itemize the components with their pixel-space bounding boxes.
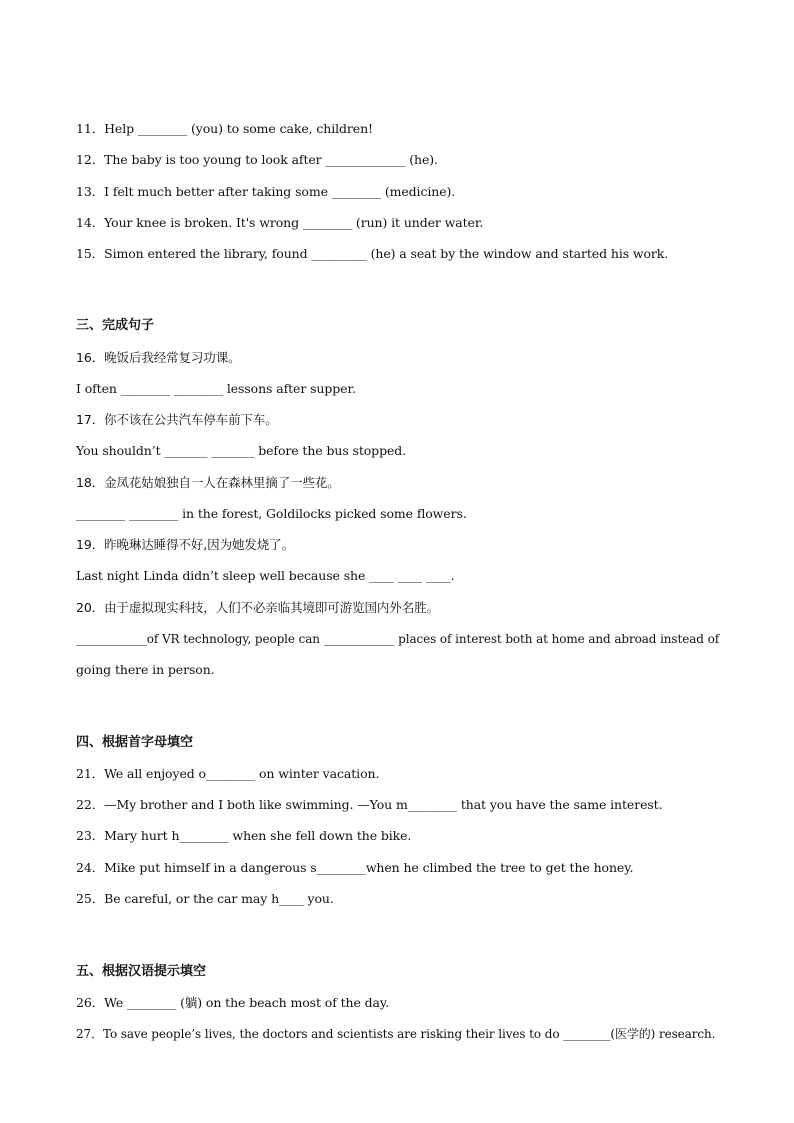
question-16-english: I often ________ ________ lessons after supper. [76,381,356,396]
question-13: 13．I felt much better after taking some ________ (medicine). [76,184,456,199]
question-12: 12．The baby is too young to look after _____________ (he). [76,152,438,167]
question-16-chinese: 16．晚饭后我经常复习功课。 [76,350,241,365]
question-11: 11．Help ________ (you) to some cake, children! [76,121,373,136]
question-27: 27．To save people’s lives, the doctors and scientists are risking their lives to do ________(医学的) research. [76,1027,716,1041]
question-17-english: You shouldn’t _______ _______ before the bus stopped. [76,443,407,458]
question-14: 14．Your knee is broken. It's wrong ________ (run) it under water. [76,215,484,230]
question-17-chinese: 17．你不该在公共汽车停车前下车。 [76,412,278,427]
section-heading-5: 五、根据汉语提示填空 [76,964,207,979]
question-19-english: Last night Linda didn’t sleep well because she ____ ____ ____. [76,568,455,583]
question-15: 15．Simon entered the library, found _________ (he) a seat by the window and started his work. [76,246,669,261]
question-20-english-line1: ____________of VR technology, people can ____________ places of interest both at home and abroad instead of [76,632,720,646]
section-heading-4: 四、根据首字母填空 [76,735,194,750]
question-20-english-line2: going there in person. [76,662,215,677]
question-24: 24．Mike put himself in a dangerous s________when he climbed the tree to get the honey. [76,860,634,875]
question-25: 25．Be careful, or the car may h____ you. [76,891,334,906]
question-26: 26．We ________ (躺) on the beach most of the day. [76,995,390,1010]
question-21: 21．We all enjoyed o________ on winter vacation. [76,766,380,781]
question-18-chinese: 18．金凤花姑娘独自一人在森林里摘了一些花。 [76,475,340,490]
question-20-chinese: 20．由于虚拟现实科技，人们不必亲临其境即可游览国内外名胜。 [76,600,439,615]
section-heading-3: 三、完成句子 [76,318,155,333]
question-18-english: ________ ________ in the forest, Goldilocks picked some flowers. [76,506,467,521]
question-19-chinese: 19．昨晚琳达睡得不好,因为她发烧了。 [76,537,294,552]
question-23: 23．Mary hurt h________ when she fell down the bike. [76,828,412,843]
question-22: 22．—My brother and I both like swimming. —You m________ that you have the same interest. [76,797,663,812]
